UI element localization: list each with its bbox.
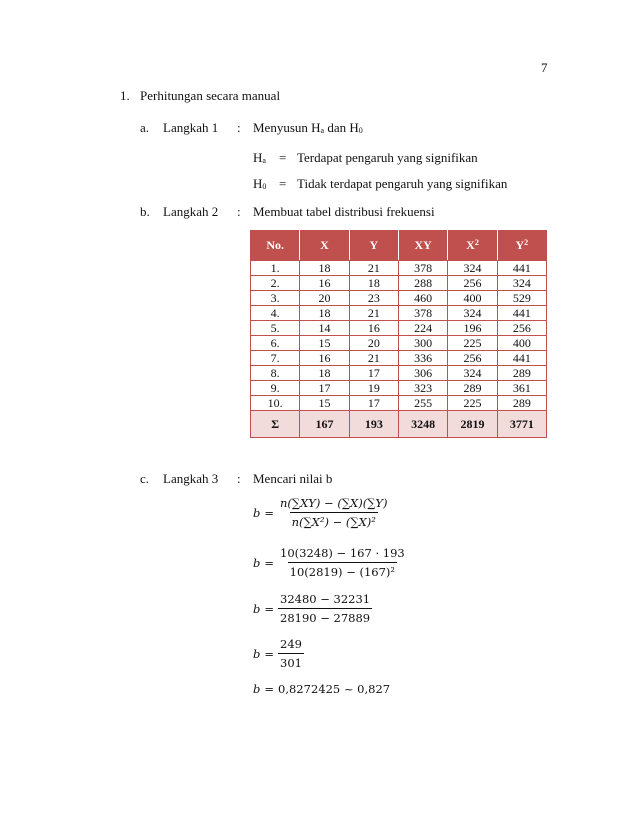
cell-y: 21 [349,351,398,366]
equation-1: b = $\frac{n(\sum XY) - (\sum X)(\sum Y)}{\text{n(∑X²) − (∑X)²}}$ [253,496,388,529]
total-y2: 3771 [497,411,546,438]
cell-y2: 441 [497,306,546,321]
header-y2: $Y^2$ [497,231,546,261]
cell-no: 9. [251,381,300,396]
table-header-row [251,231,547,261]
cell-x: 18 [300,366,349,381]
header-x2: $X^2$ [448,231,497,261]
cell-y2: 400 [497,336,546,351]
total-xy: 3248 [398,411,447,438]
hypothesis-h0: $H_0$ = Tidak terdapat pengaruh yang signifikan [253,176,508,191]
cell-no: 10. [251,396,300,411]
cell-x: 16 [300,276,349,291]
cell-x: 15 [300,336,349,351]
cell-no: 6. [251,336,300,351]
cell-x2: 289 [448,381,497,396]
cell-xy: 460 [398,291,447,306]
cell-x: 16 [300,351,349,366]
frequency-table [250,230,547,438]
cell-x2: 225 [448,336,497,351]
cell-xy: 224 [398,321,447,336]
table-row [251,261,547,276]
total-y: 193 [349,411,398,438]
hypothesis-ha: $H_a$ = Terdapat pengaruh yang signifikan [253,150,478,165]
step-c-label: Langkah 3 [163,471,219,486]
header-no: No. [251,231,300,261]
cell-y: 16 [349,321,398,336]
table-row [251,291,547,306]
header-xy: XY [398,231,447,261]
cell-no: 5. [251,321,300,336]
total-row [251,411,547,438]
table-row [251,306,547,321]
table-row [251,276,547,291]
step-c-colon: : [237,471,241,486]
cell-no: 1. [251,261,300,276]
cell-xy: 378 [398,261,447,276]
cell-x2: 324 [448,261,497,276]
page-number: 7 [541,60,548,75]
header-x: X [300,231,349,261]
cell-xy: 306 [398,366,447,381]
equation-2: b = $\frac{10(3248) - 167 \cdot 193}{\text{10(2819) − (167)²}}$ [253,546,405,579]
equation-4: b = $\frac{249}{301}$ [253,637,302,670]
cell-x: 20 [300,291,349,306]
cell-y2: 289 [497,396,546,411]
table-row [251,396,547,411]
cell-x2: 256 [448,351,497,366]
cell-xy: 378 [398,306,447,321]
step-c-letter: c. [140,471,150,486]
table-row [251,366,547,381]
cell-y2: 441 [497,261,546,276]
cell-no: 3. [251,291,300,306]
cell-x: 14 [300,321,349,336]
item-title: Perhitungan secara manual [140,88,281,103]
cell-xy: 336 [398,351,447,366]
step-b-label: Langkah 2 [163,204,219,219]
cell-y: 17 [349,396,398,411]
cell-x2: 196 [448,321,497,336]
cell-y: 18 [349,276,398,291]
table-row [251,336,547,351]
cell-xy: 255 [398,396,447,411]
cell-x2: 324 [448,306,497,321]
cell-y: 19 [349,381,398,396]
table-row [251,381,547,396]
step-a-label: Langkah 1 [163,120,219,135]
cell-y2: 441 [497,351,546,366]
step-b-colon: : [237,204,241,219]
total-x2: 2819 [448,411,497,438]
cell-x: 17 [300,381,349,396]
equation-3: b = $\frac{32480 - 32231}{28190 - 27889}$ [253,592,371,625]
step-b-letter: b. [140,204,150,219]
item-number: 1. [120,88,130,103]
cell-x: 18 [300,261,349,276]
total-symbol: Σ [251,411,300,438]
cell-x: 18 [300,306,349,321]
cell-y: 17 [349,366,398,381]
total-x: 167 [300,411,349,438]
cell-y2: 324 [497,276,546,291]
cell-y2: 361 [497,381,546,396]
step-a-letter: a. [140,120,150,135]
step-b-text: Membuat tabel distribusi frekuensi [253,204,435,219]
step-a-text: Menyusun $H_a$ dan $H_0$ [253,120,363,135]
cell-no: 4. [251,306,300,321]
cell-no: 8. [251,366,300,381]
cell-y: 21 [349,306,398,321]
table-row [251,321,547,336]
cell-x2: 324 [448,366,497,381]
cell-xy: 288 [398,276,447,291]
cell-no: 7. [251,351,300,366]
cell-x2: 225 [448,396,497,411]
cell-x2: 256 [448,276,497,291]
equation-final: b = 0,8272425 ~ 0,827 [253,682,391,696]
cell-y: 21 [349,261,398,276]
table-row [251,351,547,366]
cell-no: 2. [251,276,300,291]
step-a-colon: : [237,120,241,135]
cell-x2: 400 [448,291,497,306]
cell-y2: 256 [497,321,546,336]
cell-y: 23 [349,291,398,306]
cell-xy: 300 [398,336,447,351]
cell-y2: 529 [497,291,546,306]
step-c-text: Mencari nilai b [253,471,333,486]
cell-xy: 323 [398,381,447,396]
cell-x: 15 [300,396,349,411]
cell-y2: 289 [497,366,546,381]
cell-y: 20 [349,336,398,351]
header-y: Y [349,231,398,261]
